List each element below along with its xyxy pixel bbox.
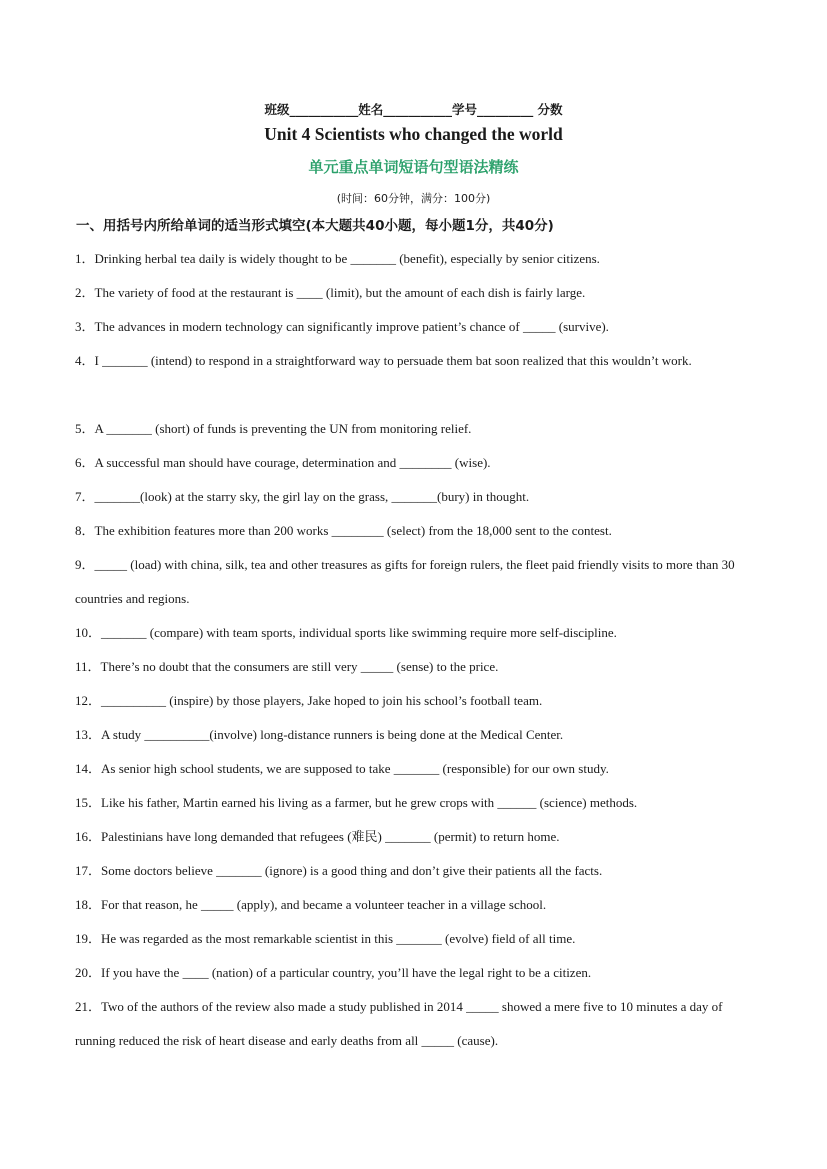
- question-item: 1．Drinking herbal tea daily is widely thought to be _______ (benefit), especially by senior citizens.: [75, 251, 600, 266]
- question-item: 5．A _______ (short) of funds is preventing the UN from monitoring relief.: [75, 421, 472, 436]
- question-item: 20．If you have the ____ (nation) of a particular country, you’ll have the legal right to be a citizen.: [75, 965, 592, 980]
- question-item: 9．_____ (load) with china, silk, tea and other treasures as gifts for foreign rulers, the fleet paid friendly visits to more than 30 countries and regions.: [75, 557, 735, 606]
- question-item: 15．Like his father, Martin earned his living as a farmer, but he grew crops with ______ (science) methods.: [75, 795, 638, 810]
- section-heading: 一、用括号内所给单词的适当形式填空(本大题共40小题，每小题1分，共40分): [76, 218, 554, 234]
- question-item: 19．He was regarded as the most remarkable scientist in this _______ (evolve) field of all time.: [75, 931, 576, 946]
- question-item: 12．__________ (inspire) by those players, Jake hoped to join his school’s football team.: [75, 693, 543, 708]
- question-item: 2．The variety of food at the restaurant is ____ (limit), but the amount of each dish is fairly large.: [75, 285, 586, 300]
- question-item: 3．The advances in modern technology can significantly improve patient’s chance of _____ (survive).: [75, 319, 609, 334]
- question-item: 17．Some doctors believe _______ (ignore) is a good thing and don’t give their patients all the facts.: [75, 863, 603, 878]
- time-info: (时间：60分钟，满分：100分): [336, 192, 491, 205]
- question-item: 11．There’s no doubt that the consumers are still very _____ (sense) to the price.: [75, 659, 499, 674]
- unit-title: Unit 4 Scientists who changed the world: [264, 124, 563, 144]
- unit-subtitle: 单元重点单词短语句型语法精练: [308, 158, 519, 176]
- question-item: 13．A study __________(involve) long-distance runners is being done at the Medical Center.: [75, 727, 564, 742]
- question-item: 16．Palestinians have long demanded that refugees (难民) _______ (permit) to return home.: [75, 829, 560, 844]
- question-item: 7．_______(look) at the starry sky, the girl lay on the grass, _______(bury) in thought.: [75, 489, 530, 504]
- question-item: 10．_______ (compare) with team sports, individual sports like swimming require more self-discipline.: [75, 625, 617, 640]
- question-item: 14．As senior high school students, we are supposed to take _______ (responsible) for our own study.: [75, 761, 609, 776]
- question-item: 8．The exhibition features more than 200 works ________ (select) from the 18,000 sent to the contest.: [75, 523, 612, 538]
- question-item: 6．A successful man should have courage, determination and ________ (wise).: [75, 455, 491, 470]
- question-item: 21．Two of the authors of the review also made a study published in 2014 _____ showed a mere five to 10 minutes a day of running reduced the risk of heart disease and early deaths from all _____ (cause).: [75, 999, 723, 1048]
- student-info-line: 班级___________姓名___________学号_________ 分数: [264, 102, 563, 117]
- question-item: 4．I _______ (intend) to respond in a straightforward way to persuade them bat soon realized that this wouldn’t work.: [75, 353, 692, 368]
- question-item: 18．For that reason, he _____ (apply), and became a volunteer teacher in a village school.: [75, 897, 547, 912]
